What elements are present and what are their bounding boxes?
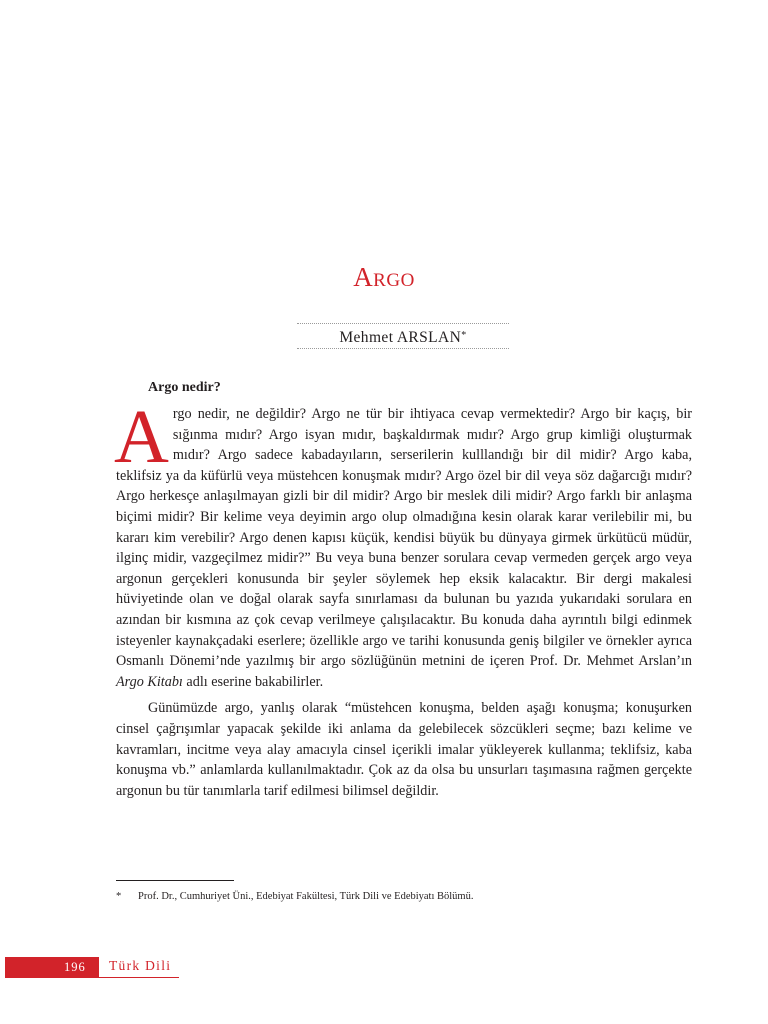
footnote-text: Prof. Dr., Cumhuriyet Üni., Edebiyat Fakültesi, Türk Dili ve Edebiyatı Bölümü. — [138, 891, 474, 902]
section-heading: Argo nedir? — [148, 380, 221, 395]
journal-name: Türk Dili — [109, 958, 172, 973]
footnote — [116, 891, 473, 902]
article-title: Argo — [353, 262, 415, 292]
author-footnote-mark: * — [461, 330, 467, 341]
footer-underline — [99, 977, 179, 978]
paragraph-1 — [114, 395, 692, 692]
footnote-divider — [116, 880, 234, 881]
paragraph-1-end: adlı eserine bakabilirler. — [186, 673, 324, 690]
article-body — [114, 395, 692, 807]
paragraph-1-text: rgo nedir, ne değildir? Argo ne tür bir ihtiyaca cevap vermektedir? Argo bir kaçış, bir sığınma mıdır? Argo isyan mıdır, başkaldırmak mıdır? Argo grup kimliği oluşturmak mıdır? Argo sadece kabadayıların, serserilerin kulllandığı bir dil midir? Argo kaba, teklifsiz ya da küfürlü veya müstehcen konuşmak mıdır? Argo özel bir dil veya söz dağarcığı mıdır? Argo herkesçe anlaşılmayan gizli bir dil midir? Argo bir meslek dili midir? Argo farklı bir anlaşma biçimi midir? Bir kelime veya deyimin argo olup olmadığına kesin olarak karar verilebilir mi, bu kararı kim verebilir? Argo denen kapısı küçük, kendisi büyük bu dünyaya girmek ürkütücü müdür, ilginç midir, vazgeçilmez midir?” Bu veya buna benzer sorulara cevap vermeden gerçek argo veya argonun gerçekleri konusunda bir şeyler söylemek hep eksik kalacaktır. Bir dergi makalesi hüviyetinde olan ve doğal olarak sayfa sınırlaması da bulunan bu yazıda yukarıdaki sorulara en azından bir kısmına az çok cevap verilmeye çalışılacaktır. Bu konuda daha ayrıntılı bilgi edinmek isteyenler kaynakçadaki eserlere; özellikle argo ve tarihi konusunda geniş bilgiler ve örnekler ayrıca Osmanlı Dönemi’nde yazılmış bir argo sözlüğünün metnini de içeren Prof. Dr. Mehmet Arslan’ın — [116, 406, 692, 670]
page-number: 196 — [64, 960, 86, 974]
author-name: Mehmet ARSLAN — [339, 329, 462, 346]
author-byline — [297, 323, 509, 349]
paragraph-2: Günümüzde argo, yanlış olarak “müstehcen konuşma, belden aşağı konuşma; konuşurken cinsel çağrışımlar yapacak şekilde iki anlama da gelebilecek sözcükleri seçme; bazı kelime ve kavramları, incitme veya alay amacıyla cinsel içerikli imalar yükleyerek kullanma; teklifsiz, kaba konuşma vb.” anlamlarda kullanılmaktadır. Çok az da olsa bu unsurları taşımasına rağmen gerçekte argonun bu tür tanımlarla tarif edilmesi bilimsel değildir. — [116, 700, 692, 799]
drop-cap: A — [114, 395, 169, 479]
footnote-mark: * — [116, 891, 122, 902]
book-title: Argo Kitabı — [116, 673, 183, 690]
